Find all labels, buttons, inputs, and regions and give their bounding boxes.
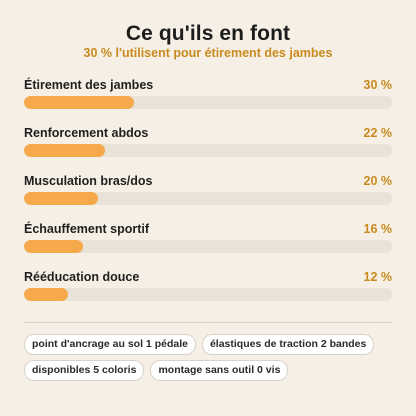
usage-value: 22 % <box>363 126 392 140</box>
usage-bar-track <box>24 240 392 253</box>
feature-tag-row <box>24 360 392 381</box>
usage-label: Musculation bras/dos <box>24 174 153 188</box>
divider <box>24 322 392 323</box>
page-title: Ce qu'ils en font <box>125 22 291 45</box>
usage-label: Renforcement abdos <box>24 126 149 140</box>
usage-label: Rééducation douce <box>24 270 140 284</box>
feature-tags <box>24 334 392 386</box>
usage-row-rehab <box>24 270 392 318</box>
feature-tag-row <box>24 334 392 355</box>
usage-bar-fill <box>24 96 134 109</box>
usage-label: Échauffement sportif <box>24 222 150 236</box>
usage-bar-track <box>24 288 392 301</box>
usage-value: 30 % <box>363 78 392 92</box>
usage-bar-track <box>24 96 392 109</box>
usage-bar-fill <box>24 144 105 157</box>
feature-tag: élastiques de traction 2 bandes <box>202 334 374 355</box>
usage-row-abs <box>24 126 392 174</box>
usage-value: 16 % <box>363 222 392 236</box>
usage-bar-fill <box>24 288 68 301</box>
feature-tag: disponibles 5 coloris <box>24 360 144 381</box>
usage-bar-list <box>24 78 392 318</box>
usage-row-arms-back <box>24 174 392 222</box>
usage-bar-track <box>24 192 392 205</box>
usage-bar-fill <box>24 192 98 205</box>
usage-bar-track <box>24 144 392 157</box>
feature-tag: point d'ancrage au sol 1 pédale <box>24 334 196 355</box>
usage-label: Étirement des jambes <box>24 78 154 92</box>
page-subtitle: 30 % l'utilisent pour étirement des jambes <box>83 46 333 60</box>
usage-row-leg-stretch <box>24 78 392 126</box>
feature-tag: montage sans outil 0 vis <box>150 360 288 381</box>
usage-bar-fill <box>24 240 83 253</box>
usage-row-warmup <box>24 222 392 270</box>
usage-value: 20 % <box>363 174 392 188</box>
usage-value: 12 % <box>363 270 392 284</box>
